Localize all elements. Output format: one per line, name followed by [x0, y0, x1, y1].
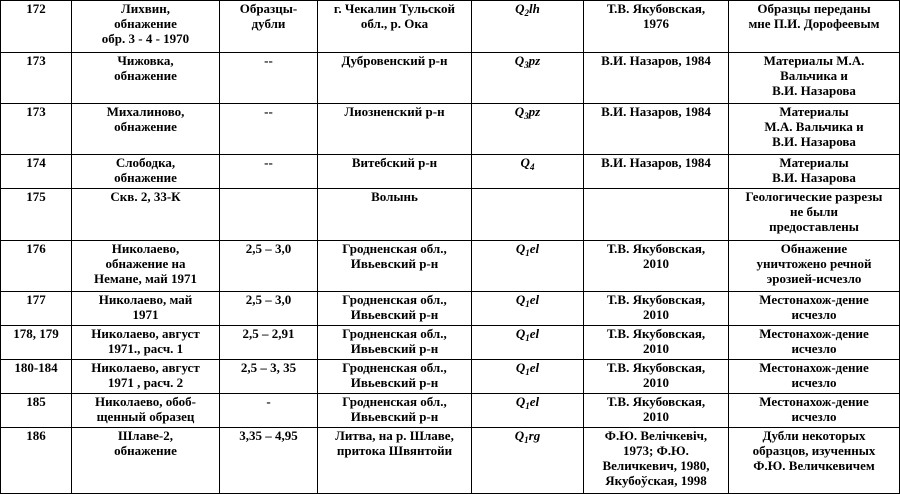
cell-note — [729, 326, 900, 360]
note-line: В.И. Назарова — [772, 134, 856, 149]
cell-samples — [220, 292, 318, 326]
cell-samples — [220, 1, 318, 53]
cell-number: 172 — [1, 1, 72, 53]
cell-number: 178, 179 — [1, 326, 72, 360]
cell-strat-index — [472, 326, 584, 360]
index-base: Q — [514, 104, 525, 119]
cell-location — [72, 326, 220, 360]
region-line: Ивьевский р-н — [350, 375, 439, 390]
cell-source — [584, 394, 729, 428]
cell-region — [318, 241, 472, 292]
cell-region — [318, 394, 472, 428]
region-line: обл., р. Ока — [360, 16, 429, 31]
index-subscript: 1 — [525, 401, 530, 411]
samples-line: 2,5 – 3,0 — [245, 241, 292, 256]
location-line: 1971 — [132, 307, 159, 322]
region-line: Ивьевский р-н — [350, 256, 439, 271]
location-line: Немане, май 1971 — [94, 271, 197, 286]
index-suffix: pz — [528, 104, 541, 119]
location-line: Слободка, — [115, 155, 176, 170]
cell-source — [584, 326, 729, 360]
note-line: В.И. Назарова — [772, 83, 856, 98]
note-line: Материалы — [779, 104, 849, 119]
location-line: обнажение — [114, 16, 177, 31]
region-line: Лиозненский р-н — [344, 104, 445, 119]
region-line: Гродненская обл., — [342, 394, 447, 409]
cell-note — [729, 155, 900, 189]
cell-location — [72, 360, 220, 394]
cell-region — [318, 360, 472, 394]
note-line: Обнажение — [780, 241, 848, 256]
location-line: Николаево, обоб- — [95, 394, 196, 409]
index-base: Q — [515, 394, 526, 409]
cell-location — [72, 428, 220, 494]
source-line: Якубоўская, 1998 — [605, 473, 707, 488]
cell-region — [318, 53, 472, 104]
note-line: образцов, изученных — [752, 443, 876, 458]
table-row — [1, 241, 900, 292]
cell-number: 176 — [1, 241, 72, 292]
source-line: 2010 — [643, 256, 669, 271]
source-line: Т.В. Якубовская, — [606, 1, 706, 16]
region-line: Гродненская обл., — [342, 241, 447, 256]
index-suffix: el — [529, 292, 540, 307]
note-line: Местонахож-дение — [759, 394, 869, 409]
index-subscript: 1 — [525, 299, 530, 309]
source-line: Ф.Ю. Велічкевіч, — [604, 428, 708, 443]
source-line: 2010 — [643, 375, 669, 390]
index-base: Q — [514, 53, 525, 68]
note-line: Местонахож-дение — [759, 326, 869, 341]
cell-source — [584, 1, 729, 53]
cell-source — [584, 241, 729, 292]
cell-number: 173 — [1, 53, 72, 104]
source-line: 1976 — [643, 16, 669, 31]
source-line: 2010 — [643, 341, 669, 356]
table-row — [1, 189, 900, 241]
source-line: Т.В. Якубовская, — [606, 394, 706, 409]
cell-source — [584, 104, 729, 155]
note-line: Материалы — [779, 155, 849, 170]
cell-source — [584, 360, 729, 394]
location-line: обнажение — [114, 119, 177, 134]
source-line: Величкевич, 1980, — [602, 458, 710, 473]
location-line: Николаево, август — [91, 326, 200, 341]
index-subscript: 1 — [524, 435, 529, 445]
index-subscript: 3 — [524, 60, 529, 70]
note-line: Геологические разрезы — [745, 189, 883, 204]
source-line: Т.В. Якубовская, — [606, 360, 706, 375]
cell-samples — [220, 155, 318, 189]
cell-source — [584, 428, 729, 494]
cell-samples — [220, 394, 318, 428]
cell-region — [318, 326, 472, 360]
index-suffix: el — [529, 241, 540, 256]
cell-samples — [220, 189, 318, 241]
note-line: Образцы переданы — [757, 1, 871, 16]
table-row — [1, 394, 900, 428]
index-suffix: pz — [528, 53, 541, 68]
cell-location — [72, 394, 220, 428]
source-line: В.И. Назаров, 1984 — [601, 104, 711, 119]
cell-strat-index — [472, 104, 584, 155]
location-line: Николаево, август — [91, 360, 200, 375]
region-line: Ивьевский р-н — [350, 307, 439, 322]
cell-source — [584, 155, 729, 189]
cell-region — [318, 428, 472, 494]
cell-strat-index — [472, 1, 584, 53]
index-base: Q — [520, 155, 530, 170]
cell-region — [318, 189, 472, 241]
cell-note — [729, 394, 900, 428]
index-base: Q — [514, 428, 525, 443]
index-suffix: el — [529, 326, 540, 341]
samples-line: 2,5 – 3, 35 — [240, 360, 297, 375]
location-line: Скв. 2, 33-К — [110, 189, 181, 204]
note-line: уничтожено речной — [756, 256, 872, 271]
cell-number: 185 — [1, 394, 72, 428]
cell-number: 180-184 — [1, 360, 72, 394]
cell-location — [72, 241, 220, 292]
index-suffix: el — [529, 360, 540, 375]
note-line: исчезло — [791, 375, 837, 390]
cell-samples — [220, 104, 318, 155]
cell-location — [72, 155, 220, 189]
table-row — [1, 326, 900, 360]
location-line: Михалиново, — [106, 104, 185, 119]
index-base: Q — [515, 292, 526, 307]
source-line: Т.В. Якубовская, — [606, 326, 706, 341]
index-base: Q — [515, 326, 526, 341]
index-suffix: el — [529, 394, 540, 409]
region-line: Волынь — [371, 189, 418, 204]
region-line: Дубровенский р-н — [341, 53, 448, 68]
note-line: предоставлены — [769, 219, 859, 234]
note-line: исчезло — [791, 341, 837, 356]
cell-source — [584, 189, 729, 241]
note-line: не были — [790, 204, 838, 219]
note-line: Местонахож-дение — [759, 292, 869, 307]
source-line: 2010 — [643, 307, 669, 322]
index-subscript: 1 — [525, 248, 530, 258]
cell-strat-index — [472, 189, 584, 241]
cell-strat-index — [472, 241, 584, 292]
location-line: обнажение — [114, 170, 177, 185]
cell-location — [72, 292, 220, 326]
index-base: Q — [515, 360, 526, 375]
index-base: Q — [515, 1, 525, 16]
cell-note — [729, 189, 900, 241]
cell-note — [729, 428, 900, 494]
cell-strat-index — [472, 292, 584, 326]
location-line: 1971., расч. 1 — [107, 341, 184, 356]
location-line: обнажение — [114, 443, 177, 458]
location-line: обр. 3 - 4 - 1970 — [101, 31, 190, 46]
table-row — [1, 53, 900, 104]
location-line: обнажение — [114, 68, 177, 83]
region-line: Ивьевский р-н — [350, 409, 439, 424]
note-line: М.А. Вальчика и — [764, 119, 864, 134]
cell-note — [729, 360, 900, 394]
cell-samples — [220, 428, 318, 494]
cell-samples — [220, 360, 318, 394]
index-subscript: 1 — [525, 367, 530, 377]
index-subscript: 3 — [524, 111, 529, 121]
cell-strat-index — [472, 428, 584, 494]
region-line: Гродненская обл., — [342, 292, 447, 307]
location-line: обнажение на — [105, 256, 186, 271]
cell-note — [729, 53, 900, 104]
location-line: Лихвин, — [121, 1, 170, 16]
cell-strat-index — [472, 53, 584, 104]
table-row — [1, 292, 900, 326]
cell-location — [72, 189, 220, 241]
cell-region — [318, 104, 472, 155]
region-line: Ивьевский р-н — [350, 341, 439, 356]
note-line: Вальчика и — [780, 68, 848, 83]
source-line: 1973; Ф.Ю. — [623, 443, 689, 458]
cell-note — [729, 241, 900, 292]
note-line: Ф.Ю. Величкевичем — [753, 458, 875, 473]
cell-source — [584, 292, 729, 326]
note-line: Местонахож-дение — [759, 360, 869, 375]
samples-line: - — [266, 394, 271, 409]
location-line: 1971 , расч. 2 — [107, 375, 184, 390]
note-line: исчезло — [791, 409, 837, 424]
samples-line: 2,5 – 3,0 — [245, 292, 292, 307]
cell-region — [318, 155, 472, 189]
cell-strat-index — [472, 360, 584, 394]
samples-line: 2,5 – 2,91 — [242, 326, 295, 341]
source-line: Т.В. Якубовская, — [606, 292, 706, 307]
table-row — [1, 360, 900, 394]
cell-number: 174 — [1, 155, 72, 189]
region-line: Литва, на р. Шлаве, — [335, 428, 454, 443]
index-suffix: rg — [528, 428, 541, 443]
location-line: щенный образец — [96, 409, 195, 424]
location-line: Чижовка, — [117, 53, 174, 68]
cell-samples — [220, 53, 318, 104]
cell-number: 175 — [1, 189, 72, 241]
cell-note — [729, 1, 900, 53]
source-line: Т.В. Якубовская, — [606, 241, 706, 256]
region-line: Гродненская обл., — [342, 326, 447, 341]
index-subscript: 2 — [524, 8, 530, 18]
cell-note — [729, 292, 900, 326]
index-base: Q — [515, 241, 526, 256]
cell-region — [318, 292, 472, 326]
cell-samples — [220, 241, 318, 292]
note-line: мне П.И. Дорофеевым — [748, 16, 880, 31]
cell-number: 177 — [1, 292, 72, 326]
samples-line: -- — [264, 155, 273, 170]
cell-location — [72, 1, 220, 53]
index-subscript: 4 — [529, 162, 535, 172]
cell-strat-index — [472, 155, 584, 189]
note-line: эрозией-исчезло — [766, 271, 862, 286]
note-line: исчезло — [791, 307, 837, 322]
table-row — [1, 104, 900, 155]
cell-samples — [220, 326, 318, 360]
cell-note — [729, 104, 900, 155]
samples-line: 3,35 – 4,95 — [239, 428, 298, 443]
samples-line: -- — [264, 53, 273, 68]
cell-number: 186 — [1, 428, 72, 494]
samples-line: Образцы- — [239, 1, 298, 16]
table-row — [1, 1, 900, 53]
location-line: Николаево, — [111, 241, 180, 256]
note-line: В.И. Назарова — [772, 170, 856, 185]
region-line: Витебский р-н — [351, 155, 438, 170]
index-suffix: lh — [529, 1, 540, 16]
location-line: Шлаве-2, — [118, 428, 173, 443]
cell-region — [318, 1, 472, 53]
region-line: Гродненская обл., — [342, 360, 447, 375]
table-row — [1, 155, 900, 189]
samples-line: -- — [264, 104, 273, 119]
cell-location — [72, 53, 220, 104]
cell-number: 173 — [1, 104, 72, 155]
cell-strat-index — [472, 394, 584, 428]
cell-location — [72, 104, 220, 155]
index-subscript: 1 — [525, 333, 530, 343]
region-line: г. Чекалин Тульской — [333, 1, 456, 16]
table-row — [1, 428, 900, 494]
source-line: В.И. Назаров, 1984 — [601, 155, 711, 170]
samples-line: дубли — [251, 16, 286, 31]
location-line: Николаево, май — [98, 292, 193, 307]
note-line: Дубли некоторых — [762, 428, 866, 443]
source-line: В.И. Назаров, 1984 — [601, 53, 711, 68]
region-line: притока Швянтойи — [336, 443, 453, 458]
cell-source — [584, 53, 729, 104]
note-line: Материалы М.А. — [763, 53, 865, 68]
source-line: 2010 — [643, 409, 669, 424]
